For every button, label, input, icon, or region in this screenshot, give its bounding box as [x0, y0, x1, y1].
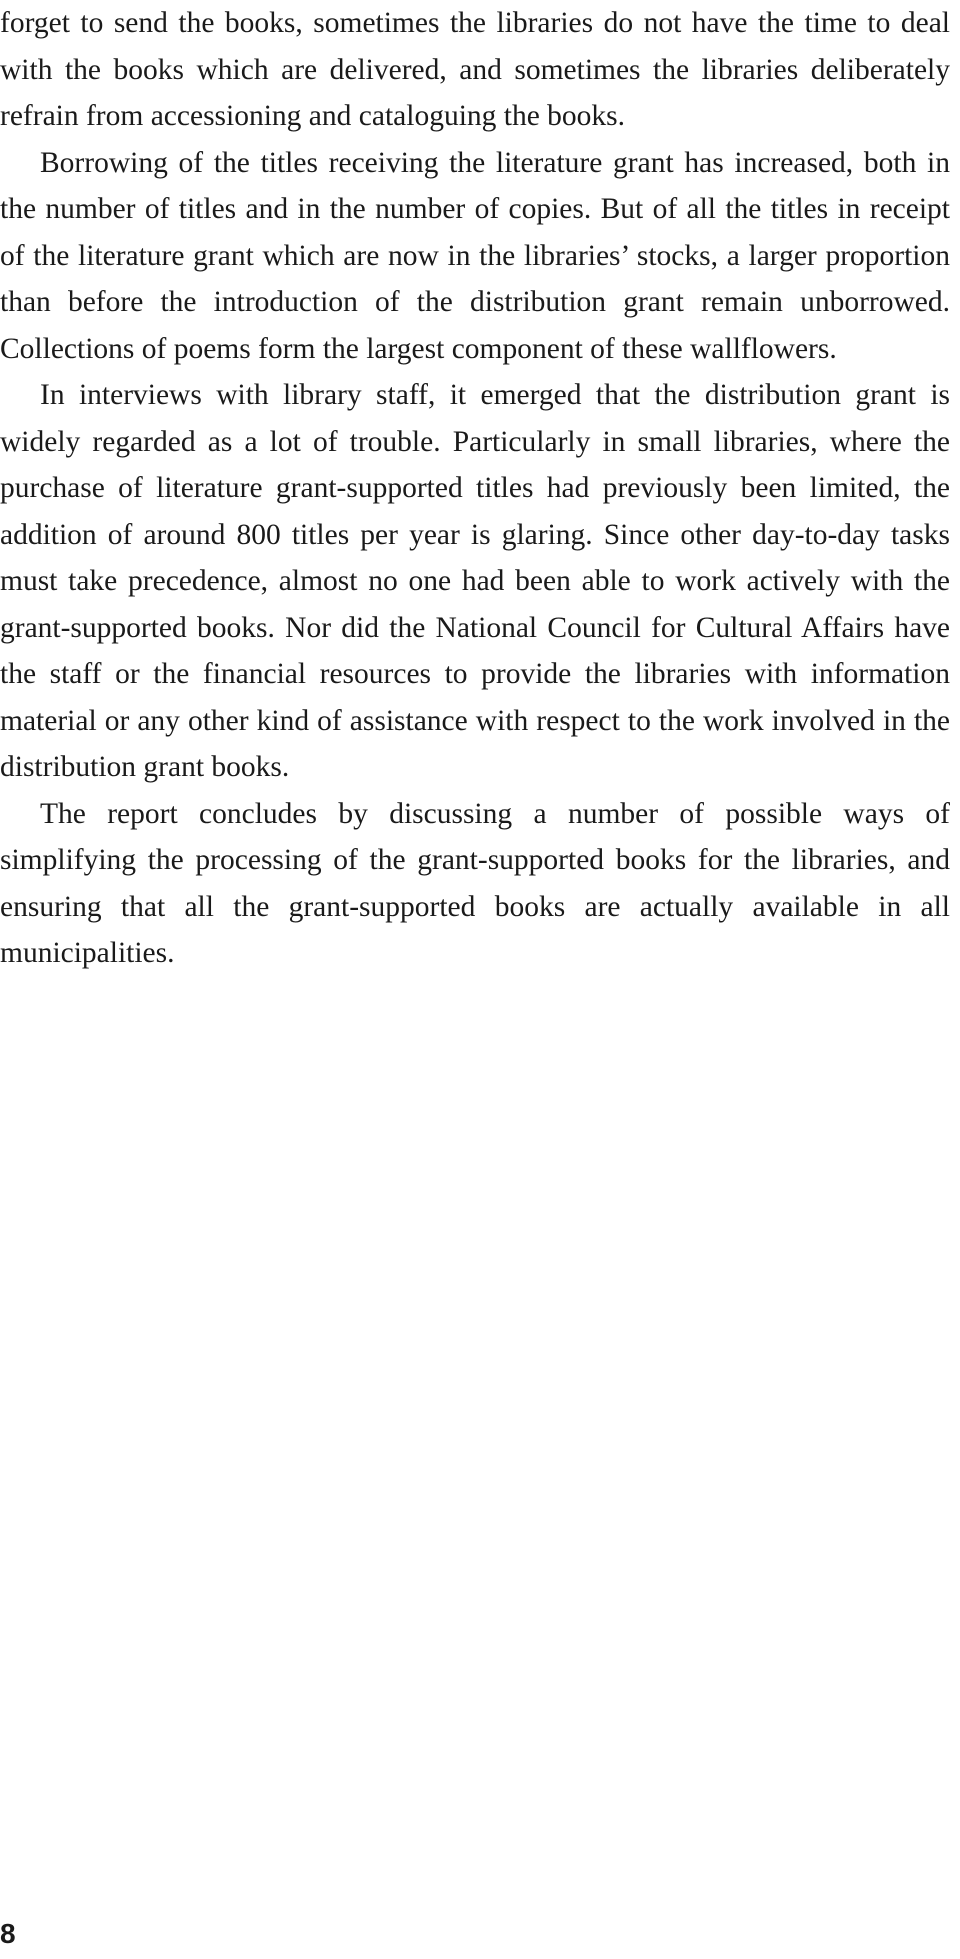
paragraph-interviews: In interviews with library staff, it emerged that the distribution grant is widely regarded as a lot of trouble. Particularly in small libraries, where the purchase of literature grant-supported titles had previously been limited, the addition of around 800 titles per year is glaring. Since other day-to-day tasks must take precedence, almost no one had been able to work actively with the grant-supported books. Nor did the National Council for Cultural Affairs have the staff or the financial resources to provide the libraries with information material or any other kind of assistance with respect to the work involved in the distribution grant books. [0, 379, 950, 783]
body-text [0, 0, 950, 977]
paragraph-continuation: forget to send the books, sometimes the libraries do not have the time to deal with the books which are delivered, and sometimes the libraries deliberately refrain from accessioning and cataloguing the books. [0, 7, 950, 132]
page-number: 8 [0, 1918, 16, 1949]
paragraph-conclusion: The report concludes by discussing a number of possible ways of simplifying the processing of the grant-supported books for the libraries, and ensuring that all the grant-supported books are actually available in all municipalities. [0, 797, 950, 969]
paragraph-borrowing: Borrowing of the titles receiving the literature grant has increased, both in the number of titles and in the number of copies. But of all the titles in receipt of the literature grant which are now in the libraries’ stocks, a larger proportion than before the introduction of the distribution grant remain unborrowed. Collections of poems form the largest component of these wallflowers. [0, 146, 950, 365]
